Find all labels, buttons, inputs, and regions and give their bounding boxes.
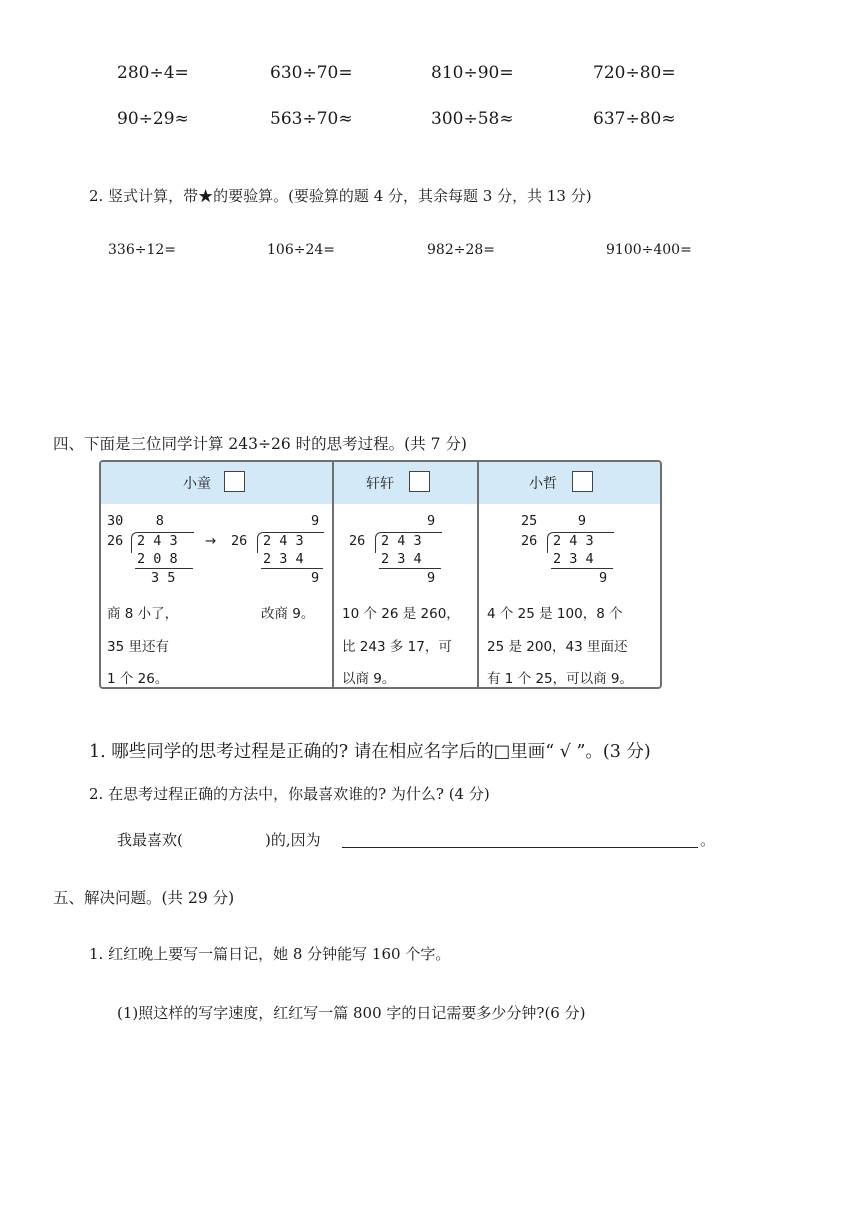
thinking-process-table (99, 460, 662, 689)
col1-remainder-right: 9 (311, 570, 320, 586)
question-2-vertical-calc: 2. 竖式计算，带★的要验算。(要验算的题 4 分，其余每题 3 分，共 13 分) (89, 187, 592, 205)
col1-product-right: 2 3 4 (263, 551, 304, 567)
col1-new-quotient: 9 (311, 513, 320, 529)
fill-in-prefix: 我最喜欢( (117, 831, 183, 849)
section-4-question-2: 2. 在思考过程正确的方法中，你最喜欢谁的? 为什么? (4 分) (89, 785, 490, 803)
problem-300-div-58: 300÷58≈ (431, 109, 514, 129)
col1-trial-quotient: 30 8 (107, 513, 164, 529)
header-xiaotong: 小童 (183, 476, 211, 492)
col2-dividend: 2 4 3 (381, 533, 422, 549)
col1-explanation-2: 35 里还有 (107, 639, 169, 655)
col3-dividend: 2 4 3 (553, 533, 594, 549)
reason-answer-line[interactable] (342, 847, 698, 848)
section-4-question-1: 1. 哪些同学的思考过程是正确的? 请在相应名字后的□里画“ √ ”。(3 分) (89, 742, 651, 762)
section-5-question-1-part-1: (1)照这样的写字速度，红红写一篇 800 字的日记需要多少分钟?(6 分) (117, 1004, 586, 1022)
fill-in-end: 。 (700, 831, 716, 849)
col1-product: 2 0 8 (137, 551, 178, 567)
fill-in-middle: )的,因为 (265, 831, 321, 849)
col2-explanation-2: 比 243 多 17，可 (342, 639, 452, 655)
col3-remainder: 9 (599, 570, 608, 586)
checkbox-xuanxuan[interactable] (409, 471, 430, 492)
col1-divisor-right: 26 (231, 533, 248, 549)
problem-720-div-80: 720÷80= (593, 63, 676, 83)
section-4-title: 四、下面是三位同学计算 243÷26 时的思考过程。(共 7 分) (53, 435, 467, 453)
col3-trial-divisor-and-quotient: 25 9 (521, 513, 587, 529)
problem-90-div-29: 90÷29≈ (117, 109, 189, 129)
problem-280-div-4: 280÷4= (117, 63, 189, 83)
checkbox-xiaotong[interactable] (224, 471, 245, 492)
arrow-icon: → (205, 533, 217, 549)
col2-divisor: 26 (349, 533, 366, 549)
col3-explanation-2: 25 是 200，43 里面还 (487, 639, 628, 655)
problem-982-div-28: 982÷28= (427, 242, 495, 258)
col3-explanation-1: 4 个 25 是 100，8 个 (487, 606, 623, 622)
col2-quotient: 9 (427, 513, 436, 529)
problem-336-div-12: 336÷12= (108, 242, 176, 258)
column-divider-2 (477, 462, 479, 687)
problem-637-div-80: 637÷80≈ (593, 109, 676, 129)
col2-remainder: 9 (427, 570, 436, 586)
col3-explanation-3: 有 1 个 25，可以商 9。 (487, 671, 634, 687)
header-xiaozhe: 小哲 (529, 476, 557, 492)
col2-explanation-1: 10 个 26 是 260， (342, 606, 460, 622)
section-5-title: 五、解决问题。(共 29 分) (53, 889, 235, 907)
problem-630-div-70: 630÷70= (270, 63, 353, 83)
problem-810-div-90: 810÷90= (431, 63, 514, 83)
col1-dividend-right: 2 4 3 (263, 533, 304, 549)
col2-product: 2 3 4 (381, 551, 422, 567)
col1-dividend: 2 4 3 (137, 533, 178, 549)
problem-563-div-70: 563÷70≈ (270, 109, 353, 129)
problem-9100-div-400: 9100÷400= (606, 242, 692, 258)
col1-explanation-1: 商 8 小了， (107, 606, 179, 622)
checkbox-xiaozhe[interactable] (572, 471, 593, 492)
col3-product: 2 3 4 (553, 551, 594, 567)
problem-106-div-24: 106÷24= (267, 242, 335, 258)
column-divider-1 (332, 462, 334, 687)
col1-remainder: 3 5 (151, 570, 176, 586)
col1-explanation-1b: 改商 9。 (261, 606, 315, 622)
fill-in-name-blank[interactable] (197, 829, 265, 849)
col1-explanation-3: 1 个 26。 (107, 671, 169, 687)
col1-divisor: 26 (107, 533, 124, 549)
header-xuanxuan: 轩轩 (366, 476, 394, 492)
col2-explanation-3: 以商 9。 (342, 671, 396, 687)
section-5-question-1: 1. 红红晚上要写一篇日记，她 8 分钟能写 160 个字。 (89, 945, 451, 963)
col3-divisor: 26 (521, 533, 538, 549)
